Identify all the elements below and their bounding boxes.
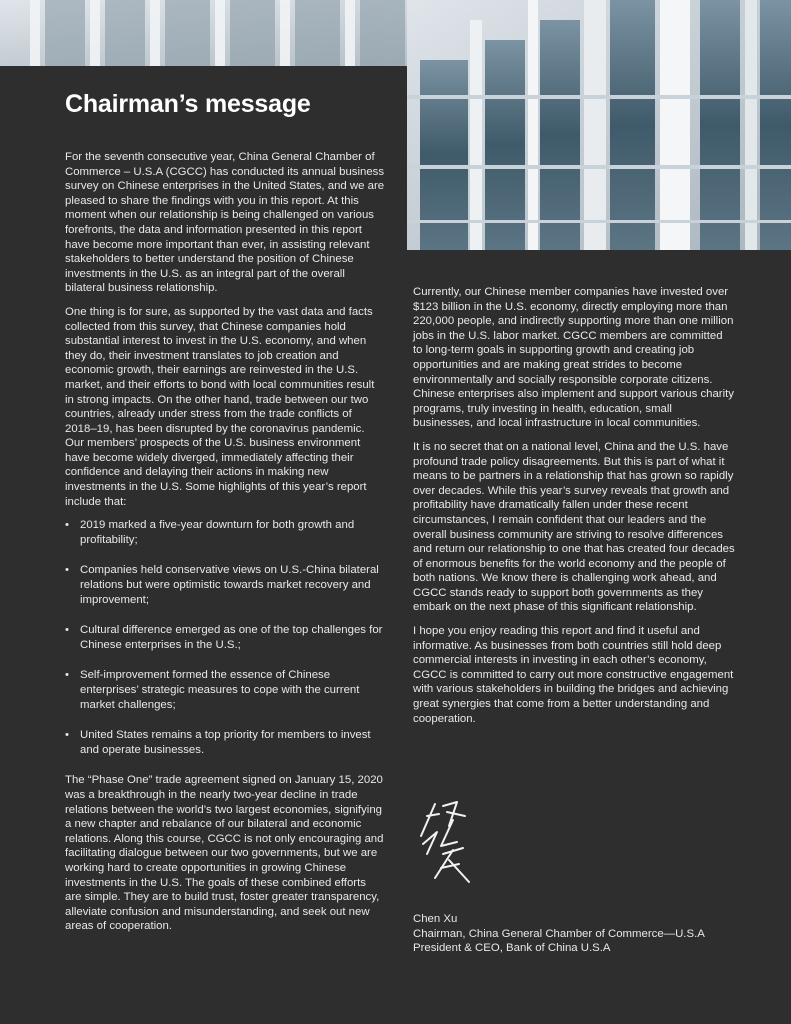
- signer-name: Chen Xu: [413, 913, 458, 925]
- highlights-list: [65, 518, 385, 757]
- list-item: • 2019 marked a five-year downturn for both growth and profitability;: [65, 518, 385, 547]
- list-item: • United States remains a top priority for members to invest and operate businesses.: [65, 728, 385, 757]
- right-column: [413, 285, 735, 735]
- list-item: • Self-improvement formed the essence of Chinese enterprises’ strategic measures to cope with the current market challenges;: [65, 668, 385, 712]
- closing-paragraph: I hope you enjoy reading this report and find it useful and informative. As businesses from both countries still hold deep commercial interests in investing in each other’s economy, CGCC is committed to carry out more constructive engagement with various stakeholders in building the bridges and achieving great synergies that come from a better understanding and cooperation.: [413, 625, 734, 725]
- intro-paragraph: For the seventh consecutive year, China General Chamber of Commerce – U.S.A (CGCC) has conducted its annual business survey on Chinese enterprises in the United States, and we are pleased to share the findings with you in this report. At this moment when our relationship is being challenged on various forefronts, the data and information presented in this report have become more important than ever, in assisting relevant stakeholders to better understand the position of Chinese investments in the U.S. as an integral part of the overall bilateral business relationship.: [65, 151, 385, 295]
- list-item: • Companies held conservative views on U.S.-China bilateral relations but were optimistic towards market recovery and improvement;: [65, 563, 385, 607]
- list-item: • Cultural difference emerged as one of the top challenges for Chinese enterprises in the U.S.;: [65, 623, 385, 652]
- left-column: [65, 150, 385, 943]
- trade-policy-paragraph: It is no secret that on a national level, China and the U.S. have profound trade policy disagreements. But this is part of what it means to be partners in a relationship that has grown so rapidly over decades. While this year’s survey reveals that growth and profitability have dramatically fallen under these recent circumstances, I remain confident that our leaders and the overall business community are striving to resolve differences and return our relationship to one that has created four decades of enormous benefits for the world economy and the people of both nations. We know there is challenging work ahead, and CGCC stands ready to support both governments as they embark on the next phase of this significant relationship.: [413, 440, 735, 614]
- signer-title-2: President & CEO, Bank of China U.S.A: [413, 942, 611, 955]
- phase-one-paragraph: The “Phase One” trade agreement signed on January 15, 2020 was a breakthrough in the nearly two-year decline in trade relations between the world’s two largest economies, signifying a new chapter and rebalance of our bilateral and economic relations. Along this course, CGCC is not only encouraging and facilitating dialogue between our two governments, but we are working hard to create opportunities in growing Chinese investments in the U.S. The goals of these combined efforts are simple. They are to build trust, foster greater transparency, alleviate confusion and misunderstanding, and seek out new areas of cooperation.: [65, 774, 384, 933]
- signer-title-1: Chairman, China General Chamber of Commerce—U.S.A: [413, 927, 705, 940]
- handwritten-signature: [413, 796, 483, 886]
- investment-paragraph: Currently, our Chinese member companies have invested over $123 billion in the U.S. economy, directly employing more than 220,000 people, and indirectly supporting more than one million jobs in the U.S. labor market. CGCC members are committed to long-term goals in supporting growth and creating job opportunities and are making great strides to become environmentally and socially responsible corporate citizens. Chinese enterprises also implement and support various charity programs, truly investing in health, education, small businesses, and local infrastructure in local communities.: [413, 286, 734, 430]
- signer-block: [413, 912, 753, 956]
- page-title: Chairman’s message: [65, 90, 311, 118]
- survey-findings-paragraph: One thing is for sure, as supported by the vast data and facts collected from this survey, that Chinese companies hold substantial interest to invest in the U.S. economy, and when they do, their investment translates to job creation and economic growth, their earnings are reinvested in the U.S. market, and their efforts to bond with local communities result in strong impacts. On the other hand, trade between our two countries, already under stress from the trade conflicts of 2018–19, has been disrupted by the coronavirus pandemic. Our members’ prospects of the U.S. business environment have become widely diverged, immediately affecting their confidence and delaying their actions in making new investments in the U.S. Some highlights of this year’s report include that:: [65, 305, 375, 508]
